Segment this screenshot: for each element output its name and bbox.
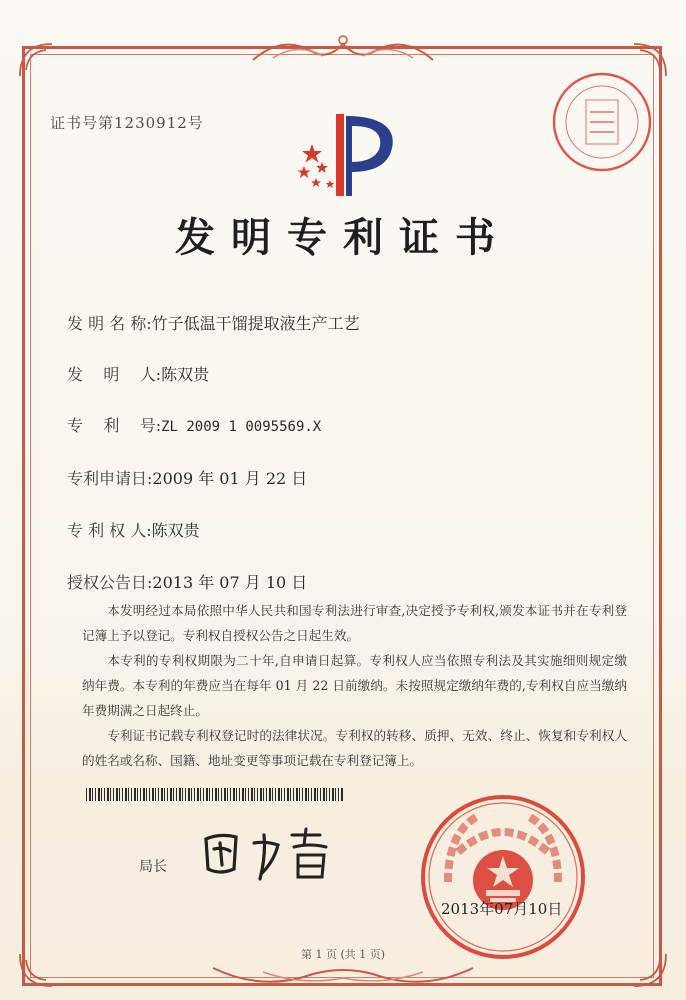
grant-date-value: 2013 年 07 月 10 日	[152, 573, 308, 592]
paragraph-register: 专利证书记载专利权登记时的法律状况。专利权的转移、质押、无效、终止、恢复和专利权人的姓名或名称、国籍、地址变更等事项记载在专利登记簿上。	[82, 728, 627, 768]
director-label: 局长	[139, 859, 167, 875]
application-date-value: 2009 年 01 月 22 日	[152, 469, 308, 488]
paragraph-grant: 本发明经过本局依照中华人民共和国专利法进行审查,决定授予专利权,颁发本证书并在专利登记簿上予以登记。专利权自授权公告之日起生效。	[82, 603, 627, 643]
barcode	[86, 788, 344, 801]
document-title: 发明专利证书	[175, 214, 511, 261]
director-signature	[200, 825, 350, 885]
invention-name-value: 竹子低温干馏提取液生产工艺	[151, 314, 360, 333]
patent-number-value: ZL 2009 1 0095569.X	[161, 419, 322, 435]
seal-date: 2013年07月10日	[441, 900, 563, 918]
bottom-ornament	[203, 962, 483, 992]
official-seal	[418, 792, 588, 962]
patentee-label: 专 利 权 人:	[67, 521, 152, 540]
inventor-row	[67, 362, 209, 385]
application-date-row	[67, 466, 307, 489]
application-date-label: 专利申请日:	[67, 469, 153, 488]
inventor-label: 发 明 人:	[67, 365, 162, 384]
page-number: 第 1 页 (共 1 页)	[300, 948, 386, 961]
patent-office-logo	[286, 110, 406, 200]
invention-name-row	[67, 311, 360, 334]
patentee-value: 陈双贵	[151, 521, 200, 540]
grant-date-row	[67, 570, 307, 593]
certificate-number: 证书号第1230912号	[50, 114, 204, 132]
tax-stamp	[550, 70, 654, 174]
grant-date-label: 授权公告日:	[67, 573, 153, 592]
patentee-row	[67, 518, 200, 541]
patent-number-label: 专 利 号:	[67, 416, 162, 435]
inventor-value: 陈双贵	[161, 365, 210, 384]
paragraph-term: 本专利的专利权期限为二十年,自申请日起算。专利权人应当依照专利法及其实施细则规定缴纳年费。本专利的年费应当在每年 01 月 22 日前缴纳。未按照规定缴纳年费的,专利权自应当缴纳年费期满之日起终止。	[82, 653, 627, 718]
corner-ornament-tl	[16, 40, 56, 80]
top-ornament	[243, 30, 443, 66]
invention-name-label: 发 明 名 称:	[67, 314, 152, 333]
patent-number-row	[67, 413, 321, 436]
